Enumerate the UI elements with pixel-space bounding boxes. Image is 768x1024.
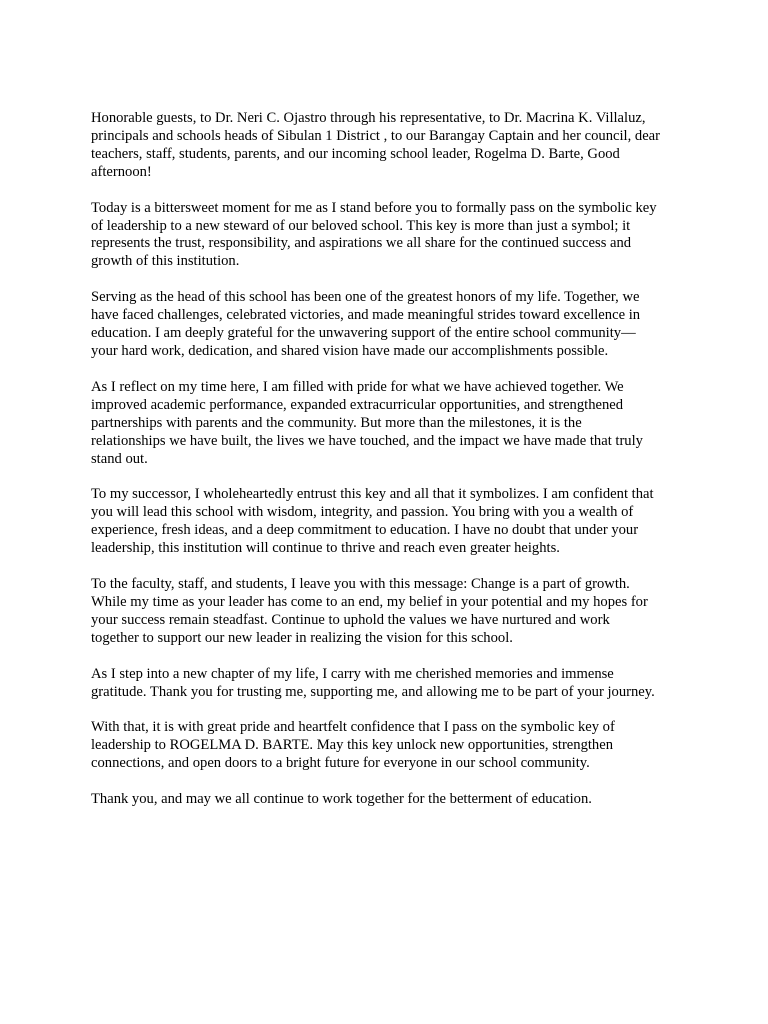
paragraph-key-handover: With that, it is with great pride and heartfelt confidence that I pass on the symbolic key of leadership to ROGELMA D. BARTE. May this key unlock new opportunities, strengthen connections, and open doors to a bright future for everyone in our school community. — [91, 719, 615, 772]
paragraph-gratitude: Serving as the head of this school has been one of the greatest honors of my life. Together, we have faced challenges, celebrated victories, and made meaningful strides toward excellence in education. I am deeply grateful for the unwavering support of the entire school community— your hard work, dedication, and shared vision have made our accomplishments possible. — [91, 289, 641, 359]
paragraph-successor: To my successor, I wholeheartedly entrust this key and all that it symbolizes. I am confident that you will lead this school with wisdom, integrity, and passion. You bring with you a wealth of experience, fresh ideas, and a deep commitment to education. I have no doubt that under your leadership, this institution will continue to thrive and reach even greater heights. — [91, 486, 654, 557]
paragraph-greeting: Honorable guests, to Dr. Neri C. Ojastro through his representative, to Dr. Macrina K. Villaluz, principals and schools heads of Sibulan 1 District , to our Barangay Captain and her council, dear teachers, staff, students, parents, and our incoming school leader, Rogelma D. Barte, Good afternoon! — [91, 110, 661, 180]
paragraph-opening: Today is a bittersweet moment for me as I stand before you to formally pass on the symbolic key of leadership to a new steward of our beloved school. This key is more than just a symbol; it represents the trust, responsibility, and aspirations we all share for the continued success and growth of this institution. — [91, 199, 657, 270]
paragraph-new-chapter: As I step into a new chapter of my life, I carry with me cherished memories and immense gratitude. Thank you for trusting me, supporting me, and allowing me to be part of your journey. — [91, 665, 655, 700]
paragraph-closing: Thank you, and may we all continue to work together for the betterment of education. — [91, 791, 592, 808]
paragraph-reflection: As I reflect on my time here, I am filled with pride for what we have achieved together. We improved academic performance, expanded extracurricular opportunities, and strengthened partnerships with parents and the community. But more than the milestones, it is the relationships we have built, the lives we have touched, and the impact we have made that truly stand out. — [91, 378, 643, 467]
paragraph-faculty-message: To the faculty, staff, and students, I leave you with this message: Change is a part of growth. While my time as your leader has come to an end, my belief in your potential and my hopes for your success remain steadfast. Continue to uphold the values we have nurtured and work together to support our new leader in realizing the vision for this school. — [91, 576, 648, 646]
speech-body — [91, 110, 691, 827]
